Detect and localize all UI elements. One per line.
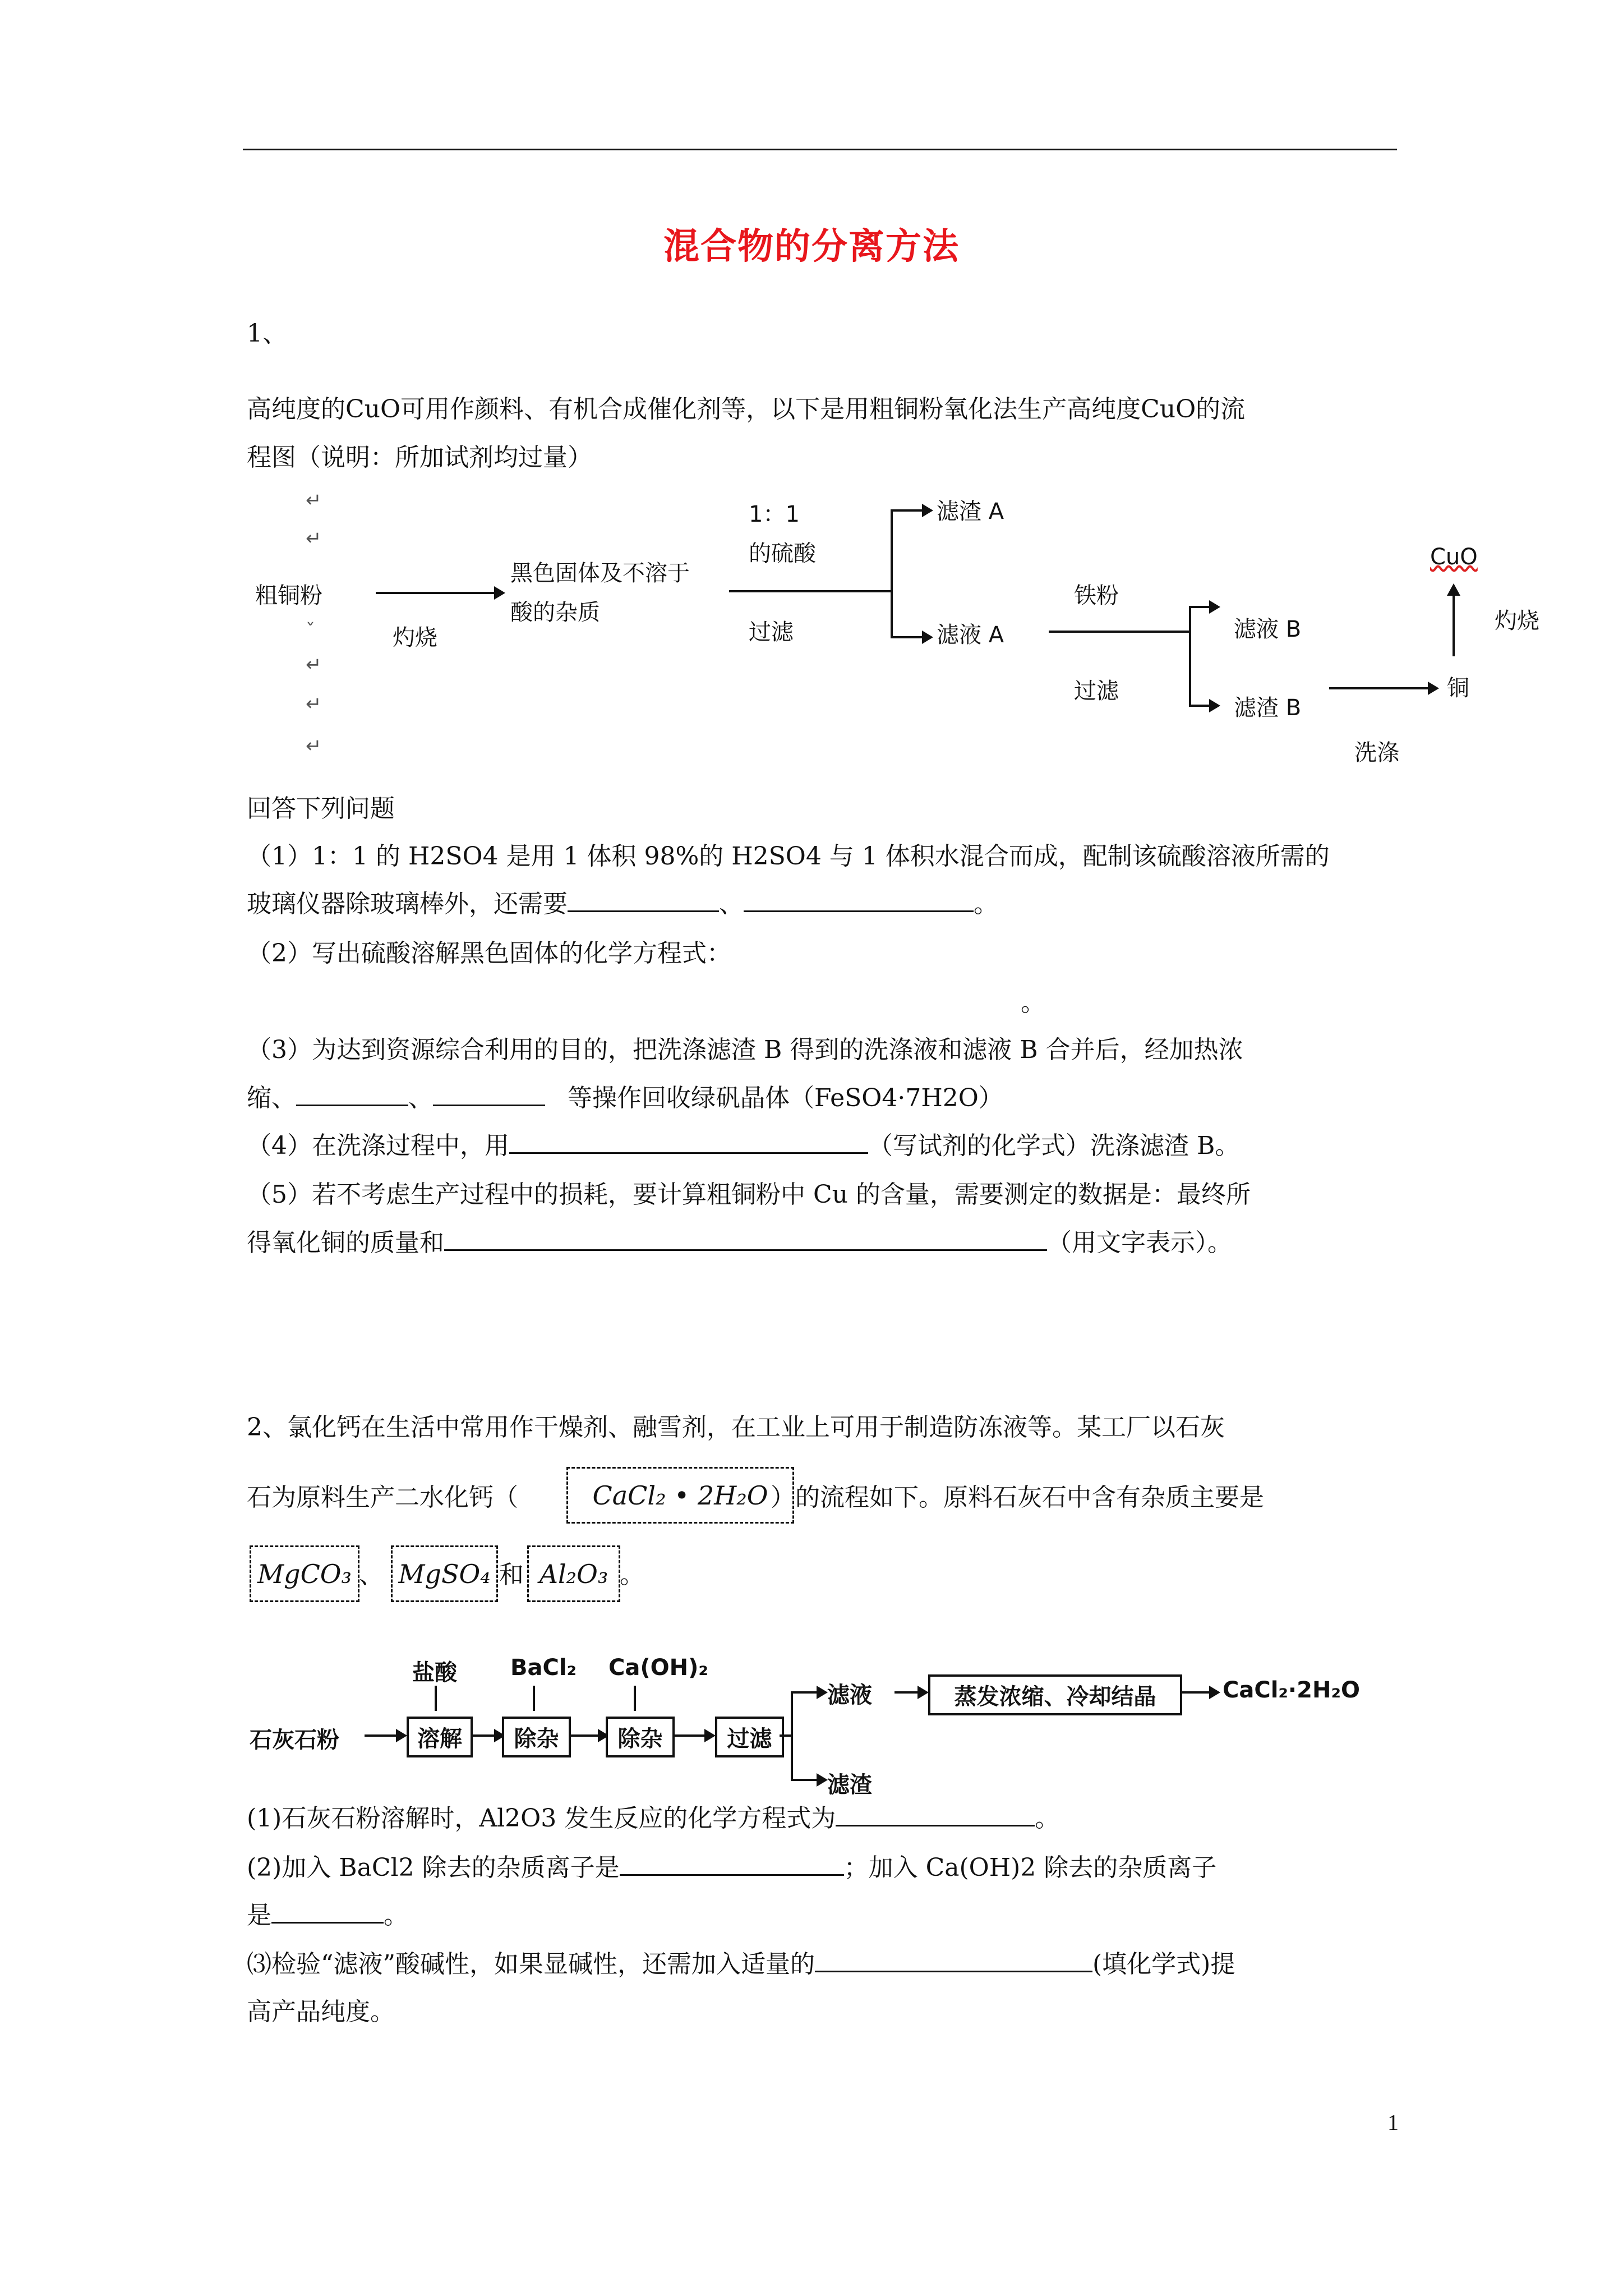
flow2-raw: 石灰石粉 (250, 1727, 339, 1753)
flow2-filtrate: 滤液 (827, 1682, 872, 1708)
flow2-residue: 滤渣 (827, 1772, 872, 1798)
flow1-calcine: 灼烧 (393, 625, 437, 651)
q1-p1a: （1）1：1 的 H2SO4 是用 1 体积 98%的 H2SO4 与 1 体积水混合而成，配制该硫酸溶液所需的 (247, 842, 1330, 871)
q1-p2-end: 。 (1021, 988, 1045, 1017)
q2-intro-line2: 石为原料生产二水化钙（ ）的流程如下。原料石灰石中含有杂质主要是 (247, 1483, 1264, 1512)
q2-s3b: 高产品纯度。 (247, 1998, 395, 2026)
flow2-product: CaCl₂·2H₂O (1223, 1677, 1360, 1703)
flow1-residue-b: 滤渣 B (1234, 695, 1302, 721)
q1-number: 1、 (247, 319, 287, 348)
blank-q2-2b[interactable] (271, 1899, 384, 1924)
flow1-iron: 铁粉 (1074, 583, 1119, 609)
flow1-wash: 洗涤 (1354, 740, 1399, 766)
formula-cacl2-2h2o: CaCl₂ • 2H₂O (566, 1467, 794, 1524)
flow1-filter2: 过滤 (1074, 678, 1119, 704)
flow1-filtrate-a: 滤液 A (937, 622, 1004, 648)
q2-s1: (1)石灰石粉溶解时，Al2O3 发生反应的化学方程式为 。 (247, 1802, 1059, 1835)
blank-3b[interactable] (433, 1082, 545, 1106)
flow2-reagent3: Ca(OH)₂ (608, 1655, 708, 1681)
formula-mgso4: MgSO₄ (391, 1545, 498, 1602)
flow1-filter: 过滤 (749, 619, 794, 645)
blank-5[interactable] (444, 1227, 1047, 1251)
q2-s3: ⑶检验“滤液”酸碱性，如果显碱性，还需加入适量的 (填化学式)提 (247, 1948, 1235, 1981)
q2-s2b: 是 。 (247, 1899, 408, 1932)
flow1-raw: 粗铜粉 (255, 583, 322, 609)
q1-p5a: （5）若不考虑生产过程中的损耗，要计算粗铜粉中 Cu 的含量，需要测定的数据是：最终所 (247, 1180, 1251, 1209)
flow2-reagent2: BaCl₂ (510, 1655, 577, 1681)
flow2-reagent1: 盐酸 (412, 1660, 457, 1686)
header-rule (243, 149, 1397, 150)
q1-p2: （2）写出硫酸溶解黑色固体的化学方程式： (247, 939, 731, 968)
flow2-dissolve-box: 溶解 (407, 1717, 473, 1757)
blank-q2-2a[interactable] (620, 1852, 844, 1876)
blank-1a[interactable] (568, 888, 719, 912)
flow2-filter-box: 过滤 (715, 1717, 784, 1757)
flow1-cuo: CuO (1430, 544, 1478, 570)
formula-mgco3: MgCO₃ (250, 1545, 359, 1602)
q1-intro-line1: 高纯度的CuO可用作颜料、有机合成催化剂等，以下是用粗铜粉氧化法生产高纯度CuO的流 (247, 395, 1246, 424)
flow1-product1a: 黑色固体及不溶于 (510, 560, 690, 586)
q1-p4: （4）在洗涤过程中，用 （写试剂的化学式）洗涤滤渣 B。 (247, 1129, 1239, 1163)
flow1-filtrate-b: 滤液 B (1234, 616, 1302, 642)
q2-intro-line1: 2、氯化钙在生活中常用作干燥剂、融雪剂，在工业上可用于制造防冻液等。某工厂以石灰 (247, 1413, 1225, 1442)
formula-al2o3: Al₂O₃ (527, 1545, 620, 1602)
blank-1b[interactable] (744, 888, 974, 912)
flow1-reagent-a: 1：1 (749, 501, 800, 527)
blank-q2-3[interactable] (815, 1948, 1092, 1972)
blank-4[interactable] (509, 1130, 868, 1154)
flow1-residue-a: 滤渣 A (937, 499, 1004, 524)
blank-3a[interactable] (296, 1082, 408, 1106)
flow2-remove2-box: 除杂 (606, 1717, 675, 1757)
flow1-product1b: 酸的杂质 (510, 600, 600, 625)
q1-flowchart: ↵ ↵ 粗铜粉 灼烧 ˇ ↵ ↵ ↵ 黑色固体及不溶于 酸的杂质 1：1 的硫酸 过滤 滤渣 A 滤液 A 铁粉 过滤 滤液 B 滤渣 B 洗涤 铜 CuO 灼烧 (255, 489, 1539, 766)
q1-p1b: 玻璃仪器除玻璃棒外，还需要 、 。 (247, 887, 998, 921)
flow1-reagent-b: 的硫酸 (749, 541, 816, 567)
flow2-evap-box: 蒸发浓缩、冷却结晶 (928, 1674, 1182, 1715)
q1-p5b: 得氧化铜的质量和 （用文字表示）。 (247, 1226, 1232, 1260)
blank-q2-1[interactable] (836, 1802, 1035, 1826)
flow1-calcine2: 灼烧 (1495, 608, 1539, 634)
flow1-copper: 铜 (1447, 675, 1469, 701)
q2-s2: (2)加入 BaCl2 除去的杂质离子是 ；加入 Ca(OH)2 除去的杂质离子 (247, 1851, 1216, 1885)
q1-p3b: 缩、 、 等操作回收绿矾晶体（FeSO4·7H2O） (247, 1082, 1003, 1115)
page-title: 混合物的分离方法 (663, 226, 960, 268)
q1-intro-line2: 程图（说明：所加试剂均过量） (247, 443, 592, 472)
flow2-remove1-box: 除杂 (502, 1717, 571, 1757)
q1-p3a: （3）为达到资源综合利用的目的，把洗涤滤渣 B 得到的洗涤液和滤液 B 合并后，经加热浓 (247, 1036, 1243, 1064)
q1-answer-header: 回答下列问题 (247, 794, 395, 823)
page-number: 1 (1387, 2110, 1399, 2135)
